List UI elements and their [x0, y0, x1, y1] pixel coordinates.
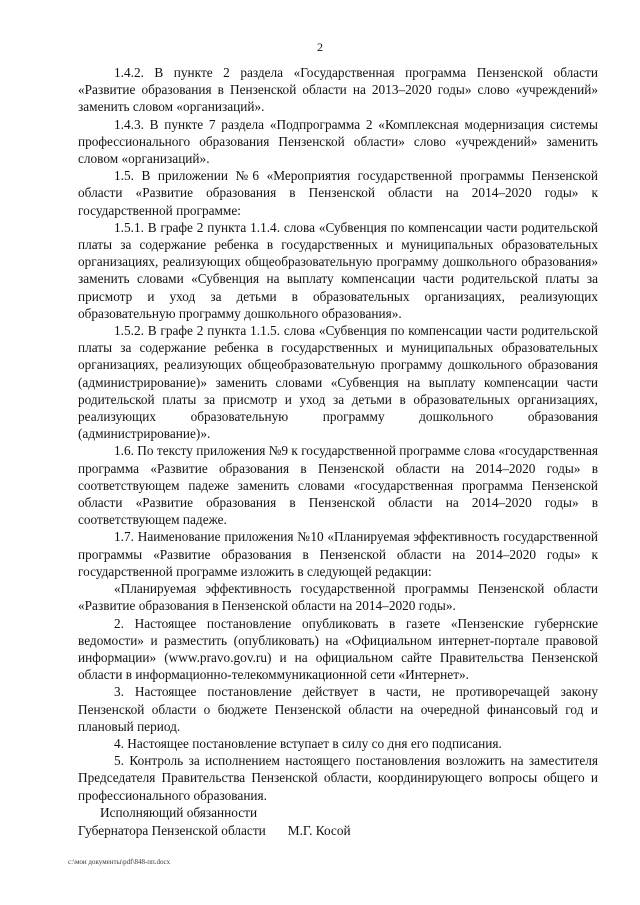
paragraph-2: 2. Настоящее постановление опубликовать в газете «Пензенские губернские ведомости» и разместить (опубликовать) на «Официальном интернет-портале правовой информации» (www.pravo.gov.ru) и на официальном сайте Правительства Пензенской области в информационно-телекоммуникационной сети «Интернет».: [78, 615, 598, 683]
document-body: [78, 64, 598, 804]
signature-block: [78, 804, 598, 840]
paragraph-1-6: 1.6. По тексту приложения №9 к государственной программе слова «государственная программа «Развитие образования в Пензенской области на 2014–2020 годы» в соответствующем падеже заменить словами «государственная программа Пензенской области «Развитие образования в Пензенской области на 2014–2020 годы» в соответствующем падеже.: [78, 443, 598, 528]
paragraph-4: 4. Настоящее постановление вступает в силу со дня его подписания.: [114, 735, 502, 751]
file-path-footer: c:\мои документы\pdf\848-пп.docx: [68, 858, 171, 866]
paragraph-3: 3. Настоящее постановление действует в части, не противоречащей закону Пензенской области о бюджете Пензенской области на очередной финансовый год и плановый период.: [78, 684, 598, 734]
signature-position-line: [78, 822, 598, 840]
paragraph-1-5: 1.5. В приложении №6 «Мероприятия государственной программы Пензенской области «Развитие образования в Пензенской области на 2014–2020 годы» к государственной программе:: [78, 168, 598, 218]
paragraph-1-4-2: 1.4.2. В пункте 2 раздела «Государственная программа Пензенской области «Развитие образования в Пензенской области на 2013–2020 годы» слово «учреждений» заменить словом «организаций».: [78, 65, 598, 115]
paragraph-1-7: 1.7. Наименование приложения №10 «Планируемая эффективность государственной программы «Развитие образования в Пензенской области на 2014–2020 годы» к государственной программе изложить в следующей редакции:: [78, 529, 598, 579]
paragraph-5: 5. Контроль за исполнением настоящего постановления возложить на заместителя Председателя Правительства Пензенской области, координирующего вопросы общего и профессионального образования.: [78, 753, 598, 803]
signature-name: М.Г. Косой: [287, 823, 351, 838]
page-number: 2: [317, 40, 323, 54]
signature-position: Губернатора Пензенской области: [78, 823, 266, 838]
signature-title-line: Исполняющий обязанности: [100, 805, 258, 820]
paragraph-1-4-3: 1.4.3. В пункте 7 раздела «Подпрограмма 2 «Комплексная модернизация системы профессионального образования Пензенской области» слово «учреждений» заменить словом «организаций».: [78, 116, 598, 167]
paragraph-1-5-2: 1.5.2. В графе 2 пункта 1.1.5. слова «Субвенция по компенсации части родительской платы за содержание ребенка в государственных и муниципальных образовательных организациях, реализующих общеобразовательную программу дошкольного образования (администрирование)» заменить словами «Субвенция на выплату компенсации части родительской платы за присмотр и уход за детьми в образовательных организациях, реализующих образовательную программу дошкольного образования (администрирование)».: [78, 323, 598, 442]
paragraph-1-5-1: 1.5.1. В графе 2 пункта 1.1.4. слова «Субвенция по компенсации части родительской платы за содержание ребенка в государственных и муниципальных образовательных организациях, реализующих общеобразовательную программу дошкольного образования» заменить словами «Субвенция на выплату компенсации части родительской платы за присмотр и уход за детьми в образовательных организациях, реализующих образовательную программу дошкольного образования».: [78, 219, 598, 321]
paragraph-quote: «Планируемая эффективность государственной программы Пензенской области «Развитие образования в Пензенской области на 2014–2020 годы».: [78, 581, 598, 614]
